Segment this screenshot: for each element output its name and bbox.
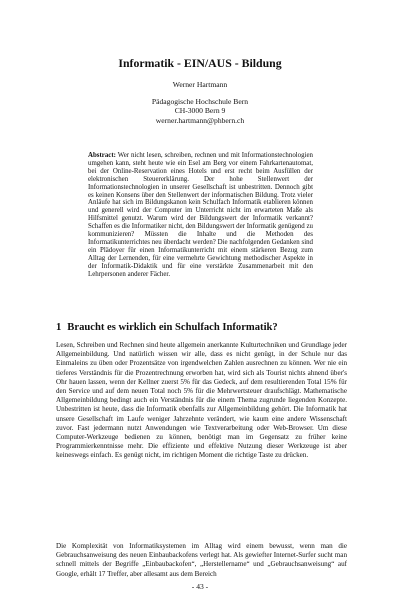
- page-number: - 43 -: [191, 582, 209, 591]
- author-email: werner.hartmann@phbern.ch: [155, 115, 245, 125]
- abstract-label: Abstract:: [88, 152, 116, 159]
- abstract: [88, 152, 313, 279]
- body-paragraph: Lesen, Schreiben und Rechnen sind heute allgemein anerkannte Kulturtechniken und Grundlage jeder Allgemeinbildung. Und natürlich wissen wir alle, dass es nicht genügt, in der Schule nur das Einmaleins zu üben oder Prozentsätze von irgendwelchen Zahlen ausrechnen zu können. Wer nie ein tieferes Verständnis für die Prozentrechnung erworben hat, wird sich als Tourist nichts ahnend über's Ohr hauen lassen, wenn der Kellner zuerst 5% für das Gedeck, auf dem resultierenden Total 15% für den Service und auf dem neuen Total noch 5% für die Mehrwertsteuer draufschlägt. Mathematische Allgemeinbildung bedingt auch ein Verständnis für die einem Thema zugrunde liegenden Konzepte. Unbestritten ist heute, dass die Informatik ebenfalls zur Allgemeinbildung gehört. Die Informatik hat unsere Gesellschaft im Laufe weniger Jahrzehnte verändert, wie kaum eine andere Wissenschaft zuvor. Fast jedermann nutzt Anwendungen wie Textverarbeitung oder Web-Browser. Um diese Computer-Werkzeuge bedienen zu können, benötigt man im Gegensatz zu früher keine Programmierkenntnisse mehr. Die effiziente und effektive Nutzung dieser Werkzeuge ist aber keineswegs einfach. Es genügt nicht, im richtigen Moment die richtige Taste zu drücken.: [56, 341, 347, 460]
- author-affiliation: Pädagogische Hochschule Bern: [151, 96, 249, 106]
- author-address: CH-3000 Bern 9: [174, 106, 226, 116]
- paper-title: Informatik - EIN/AUS - Bildung: [118, 56, 282, 70]
- section-heading: [56, 322, 356, 333]
- author-block: [0, 80, 400, 125]
- author-name: Werner Hartmann: [172, 80, 228, 89]
- section-title: Braucht es wirklich ein Schulfach Informatik?: [67, 322, 278, 333]
- abstract-text: Wer nicht lesen, schreiben, rechnen und mit Informationstechnologien umgehen kann, steht heute wie ein Esel am Berg vor einem Fahrkartenautomat, bei der Online-Reservation eines Hotels und erst recht beim Ausfüllen der elektronischen Steuererklärung. Der hohe Stellenwert der Informationstechnologien in unserer Gesellschaft ist unbestritten. Dennoch gibt es keinen Konsens über den Stellenwert der informatischen Bildung. Trotz vieler Anläufe hat sich im Bildungskanon kein Schulfach Informatik etablieren können und generell wird der Computer im Unterricht nicht im erwarteten Maße als Hilfsmittel genutzt. Warum wird der Bildungswert der Informatik verkannt? Schaffen es die Informatiker nicht, den Bildungswert der Informatik genügend zu kommunizieren? Müssten die Inhalte und die Methoden des Informatikunterrichtes neu überdacht werden? Die nachfolgenden Gedanken sind ein Plädoyer für einen Informatikunterricht mit einem stärkeren Bezug zum Alltag der Lernenden, für eine vermehrte Gewichtung methodischer Aspekte in der Informatik-Didaktik und für eine verstärkte Zusammenarbeit mit den Lehrpersonen anderer Fächer.: [88, 152, 313, 278]
- body-paragraph: Die Komplexität von Informatiksystemen im Alltag wird einem bewusst, wenn man die Gebrauchsanweisung des neuen Einbaubackofens verlegt hat. Als gewiefter Internet-Surfer sucht man schnell mittels der Begriffe „Einbaubackofen“, „Herstellername“ und „Gebrauchsanweisung“ auf Google, erhält 17 Treffer, aber allesamt aus dem Bereich: [56, 542, 347, 578]
- section-number: 1: [56, 322, 62, 333]
